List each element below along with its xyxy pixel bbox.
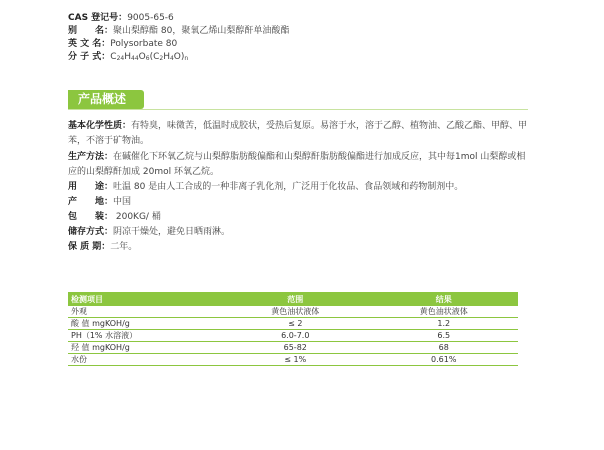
property-shelf-life [68, 240, 528, 255]
property-value: 吐温 80 是由人工合成的一种非离子乳化剂，广泛用于化妆品、食品领域和药物制剂中。 [113, 182, 464, 192]
meta-label: 别 名： [68, 26, 114, 36]
meta-value: 9005-65-6 [127, 13, 174, 23]
table-row [68, 342, 518, 354]
meta-label: 分 子 式： [68, 52, 111, 62]
property-usage [68, 180, 528, 195]
table-cell: 水份 [68, 354, 221, 366]
property-production-method [68, 150, 528, 180]
table-row [68, 318, 518, 330]
property-value: 200KG/ 桶 [113, 212, 161, 222]
property-origin [68, 195, 528, 210]
property-basic-chemistry [68, 119, 528, 149]
property-label: 用 途： [68, 182, 114, 192]
property-label: 生产方法： [68, 152, 114, 162]
property-label: 产 地： [68, 197, 114, 207]
table-cell: 黄色油状液体 [221, 306, 370, 318]
table-row [68, 354, 518, 366]
table-cell: 羟 值 mgKOH/g [68, 342, 221, 354]
property-value: 阴凉干燥处，避免日晒雨淋。 [113, 227, 231, 237]
meta-label: 英 文 名： [68, 39, 111, 49]
column-header-range: 范围 [221, 292, 370, 306]
table-cell: 6.5 [370, 330, 519, 342]
specification-table [68, 292, 518, 366]
property-value: 二年。 [110, 242, 138, 252]
table-cell: ≤ 1% [221, 354, 370, 366]
section-divider [68, 109, 528, 110]
column-header-item: 检测项目 [68, 292, 221, 306]
meta-english-name [68, 38, 177, 51]
table-cell: 68 [370, 342, 519, 354]
meta-formula [68, 51, 188, 65]
property-storage [68, 225, 528, 240]
table-cell: 0.61% [370, 354, 519, 366]
table-cell: 酸 值 mgKOH/g [68, 318, 221, 330]
property-value: 有特臭，味微苦，低温时成胶状，受热后复原。易溶于水，溶于乙醇、植物油、乙酸乙酯、甲醇、甲苯，不溶于矿物油。 [68, 121, 528, 146]
property-value: 中国 [113, 197, 132, 207]
meta-cas [68, 12, 174, 25]
property-label: 储存方式： [68, 227, 114, 237]
column-header-result: 结果 [370, 292, 519, 306]
property-label: 包 装： [68, 212, 114, 222]
property-value: 在碱催化下环氧乙烷与山梨醇脂肪酸偏酯和山梨醇酐脂肪酸偏酯进行加成反应，其中每1mol 山梨醇或相应的山梨醇酐加成 20mol 环氧乙烷。 [68, 152, 526, 177]
table-cell: 6.0-7.0 [221, 330, 370, 342]
property-label: 基本化学性质： [68, 121, 132, 131]
table-cell: ≤ 2 [221, 318, 370, 330]
table-row [68, 306, 518, 318]
property-packaging [68, 210, 528, 225]
table-cell: PH（1% 水溶液） [68, 330, 221, 342]
table-cell: 外观 [68, 306, 221, 318]
meta-alias [68, 25, 289, 38]
table-header-row [68, 292, 518, 306]
property-label: 保 质 期： [68, 242, 111, 252]
meta-value: 聚山梨醇酯 80，聚氧乙烯山梨醇酐单油酸酯 [113, 26, 290, 36]
table-row [68, 330, 518, 342]
meta-value: Polysorbate 80 [110, 39, 178, 49]
table-cell: 1.2 [370, 318, 519, 330]
table-cell: 黄色油状液体 [370, 306, 519, 318]
table-cell: 65-82 [221, 342, 370, 354]
molecular-formula: C24H44O6(C2H4O)n [110, 52, 189, 62]
meta-label: CAS 登记号： [68, 13, 128, 23]
section-title: 产品概述 [68, 90, 144, 109]
